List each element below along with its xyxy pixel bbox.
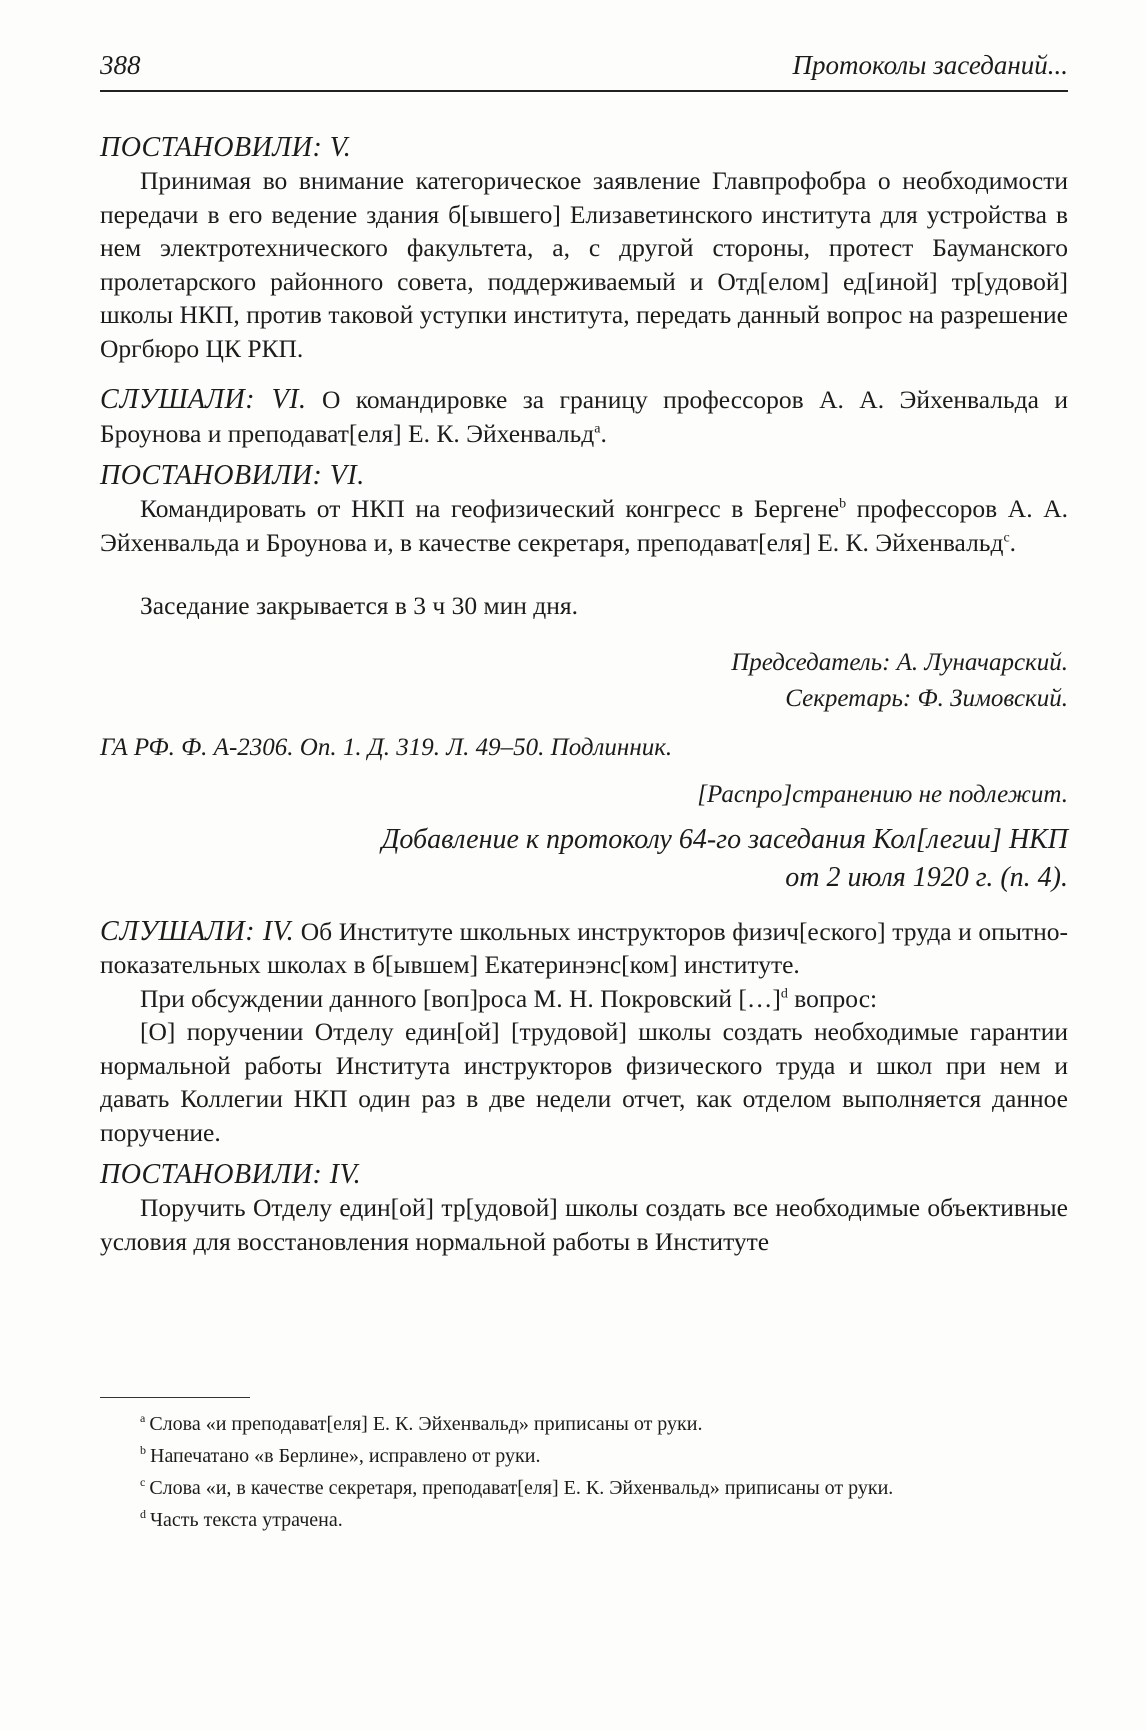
- page-header: [100, 44, 1068, 92]
- proposal-text: [О] поручении Отделу един[ой] [трудовой] школы создать необходимые гарантии нормальной работы Института инструкторов физического труда и школ при нем и давать Коллегии НКП один раз в две недели отчет, как отделом выполняется данное поручение.: [100, 1017, 1068, 1147]
- footnote-mark: a: [140, 1411, 146, 1426]
- footnote-mark: c: [140, 1475, 146, 1490]
- discussion-text: [100, 982, 1068, 1016]
- footnote-c: [140, 1472, 1080, 1504]
- resolved-vi-text-part2: профессоров А. А. Эйхенвальда и Броунова и, в качестве секретаря, преподават[еля] Е. К. Эйхенвальд: [100, 494, 1068, 557]
- page-body: [100, 132, 1068, 1258]
- discussion-text-part1: При обсуждении данного [воп]роса М. Н. Покровский […]: [140, 983, 781, 1013]
- footnote-ref-b: b: [839, 496, 847, 512]
- closing-note: Заседание закрывается в 3 ч 30 мин дня.: [140, 591, 579, 620]
- resolved-vi-text-part1: Командировать от НКП на геофизический конгресс в Бергене: [140, 494, 840, 523]
- running-title: Протоколы заседаний...: [792, 50, 1068, 80]
- heard-vi-label: СЛУШАЛИ: VI.: [100, 384, 307, 415]
- footnote-ref-d: d: [780, 986, 788, 1001]
- footnote-text: Слова «и преподават[еля] Е. К. Эйхенвальд» приписаны от руки.: [149, 1413, 703, 1435]
- chairman-signature: Председатель: А. Луначарский.: [731, 648, 1068, 676]
- heard-vi-paragraph: СЛУШАЛИ: VI. О командировке за границу профессоров А. А. Эйхенвальда и Броунова и преподават[еля] Е. К. Эйхенвальд$^a$.: [100, 384, 1069, 448]
- resolved-v-label: ПОСТАНОВИЛИ: V.: [100, 132, 352, 163]
- footnote-text: Напечатано «в Берлине», исправлено от руки.: [150, 1445, 541, 1467]
- footnote-text: Слова «и, в качестве секретаря, преподават[еля] Е. К. Эйхенвальд» приписаны от руки.: [149, 1477, 894, 1499]
- heard-iv-text: Об Институте школьных инструкторов физич[еского] труда и опытно-показательных школах в б[ывшем] Екатеринэнс[ком] институте.: [100, 916, 1068, 979]
- discussion-text-part2: вопрос:: [787, 983, 878, 1013]
- footnote-mark: b: [140, 1443, 146, 1458]
- page-number: 388: [100, 50, 141, 80]
- footnote-mark: d: [140, 1507, 146, 1522]
- footnotes: [140, 1408, 1080, 1536]
- resolved-vi-label: ПОСТАНОВИЛИ: VI.: [100, 460, 365, 491]
- secretary-signature: Секретарь: Ф. Зимовский.: [785, 684, 1068, 712]
- footnote-ref-c: c: [1003, 530, 1010, 545]
- addendum-title-line2: от 2 июля 1920 г. (п. 4).: [785, 861, 1068, 893]
- heard-iv-label: СЛУШАЛИ: IV.: [100, 915, 295, 947]
- restriction-note: [Распро]странению не подлежит.: [697, 780, 1068, 808]
- archive-reference: ГА РФ. Ф. А-2306. Оп. 1. Д. 319. Л. 49–50. Подлинник.: [100, 733, 673, 761]
- resolved-v-text: Принимая во внимание категорическое заявление Главпрофобра о необходимости передачи в его ведение здания б[ывшего] Елизаветинского института для устройства в нем электротехнического факультета, а, с другой стороны, протест Бауманского пролетарского районного совета, поддерживаемый и Отд[елом] ед[иной] тр[удовой] школы НКП, против таковой уступки института, передать данный вопрос на разрешение Оргбюро ЦК РКП.: [100, 166, 1068, 363]
- footnote-a: [140, 1408, 1080, 1440]
- footnote-d: [140, 1504, 1080, 1536]
- addendum-title-line1: Добавление к протоколу 64-го заседания Кол[легии] НКП: [381, 823, 1068, 855]
- resolved-iv-label: ПОСТАНОВИЛИ: IV.: [100, 1159, 362, 1190]
- footnote-ref-a: a: [594, 421, 601, 436]
- footnote-text: Часть текста утрачена.: [150, 1509, 343, 1531]
- footnote-b: [140, 1440, 1080, 1472]
- heard-vi-text: О командировке за границу профессоров А. А. Эйхенвальда и Броунова и преподават[еля] Е. К. Эйхенвальд: [100, 385, 1069, 448]
- footnote-divider: [100, 1397, 250, 1398]
- resolved-iv-text: Поручить Отделу един[ой] тр[удовой] школы создать все необходимые объективные условия для восстановления нормальной работы в Институте: [100, 1193, 1068, 1256]
- heard-iv-paragraph: [100, 915, 1068, 982]
- resolved-vi-text: Командировать от НКП на геофизический конгресс в Бергене$^b$ профессоров А. А. Эйхенвальда и Броунова и, в качестве секретаря, преподават[еля] Е. К. Эйхенвальд$^c$.: [100, 494, 1068, 557]
